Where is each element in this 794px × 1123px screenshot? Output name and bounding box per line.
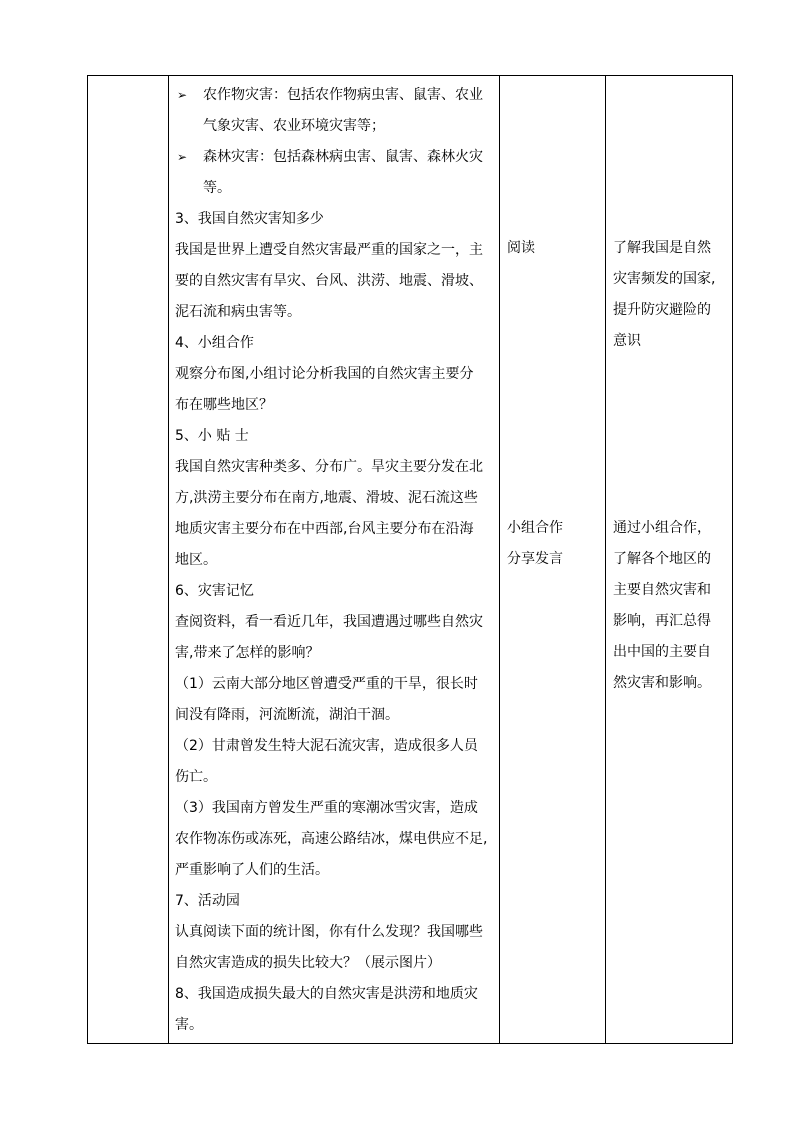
content-line: 农作物冻伤或冻死，高速公路结冰，煤电供应不足, <box>175 831 488 847</box>
intent-text: 出中国的主要自 <box>613 644 711 660</box>
activity-text: 阅读 <box>507 240 535 256</box>
section-heading: 6、灾害记忆 <box>175 583 254 599</box>
section-heading: 5、小 贴 士 <box>175 428 249 444</box>
content-line: 严重影响了人们的生活。 <box>175 862 329 878</box>
intent-text: 主要自然灾害和 <box>613 582 711 598</box>
content-line: 认真阅读下面的统计图，你有什么发现？我国哪些 <box>175 924 483 940</box>
intent-text: 了解各个地区的 <box>613 551 711 567</box>
content-line: 间没有降雨，河流断流，湖泊干涸。 <box>175 707 399 723</box>
bullet-item-forest-disaster <box>175 142 495 173</box>
content-line: 害。 <box>175 1017 203 1033</box>
intent-text: 然灾害和影响。 <box>613 675 711 691</box>
content-line: 泥石流和病虫害等。 <box>175 304 301 320</box>
content-line: （2）甘肃曾发生特大泥石流灾害，造成很多人员 <box>175 738 478 754</box>
bullet-continuation: 等。 <box>203 180 231 196</box>
intent-block-awareness <box>613 233 715 357</box>
intent-text: 影响，再汇总得 <box>613 613 711 629</box>
content-line: 地质灾害主要分布在中西部,台风主要分布在沿海 <box>175 521 474 537</box>
content-line: 布在哪些地区？ <box>175 397 273 413</box>
content-line: 我国是世界上遭受自然灾害最严重的国家之一，主 <box>175 242 483 258</box>
content-line: 方,洪涝主要分布在南方,地震、滑坡、泥石流这些 <box>175 490 478 506</box>
content-line: 地区。 <box>175 552 217 568</box>
activity-text: 小组合作 <box>507 520 563 536</box>
section-heading: 3、我国自然灾害知多少 <box>175 211 324 227</box>
content-line: （1）云南大部分地区曾遭受严重的干旱，很长时 <box>175 676 478 692</box>
activity-group <box>507 513 563 575</box>
content-line: 观察分布图,小组讨论分析我国的自然灾害主要分 <box>175 366 474 382</box>
content-line: 要的自然灾害有旱灾、台风、洪涝、地震、滑坡、 <box>175 273 483 289</box>
teaching-content-cell <box>169 76 500 1044</box>
section-heading: 4、小组合作 <box>175 335 254 351</box>
intent-text: 意识 <box>613 333 641 349</box>
content-line: 我国自然灾害种类多、分布广。旱灾主要分发在北 <box>175 459 483 475</box>
student-activity-cell <box>500 76 606 1044</box>
activity-text: 分享发言 <box>507 551 563 567</box>
intent-text: 提升防灾避险的 <box>613 302 711 318</box>
content-line: 伤亡。 <box>175 769 217 785</box>
design-intent-cell <box>606 76 733 1044</box>
stage-column-cell <box>88 76 169 1044</box>
arrow-bullet-icon: ➢ <box>177 150 188 164</box>
section-heading: 8、我国造成损失最大的自然灾害是洪涝和地质灾 <box>175 986 478 1002</box>
bullet-continuation: 气象灾害、农业环境灾害等； <box>203 118 385 134</box>
bullet-text: 森林灾害：包括森林病虫害、鼠害、森林火灾 <box>203 149 483 165</box>
intent-text: 了解我国是自然 <box>613 240 711 256</box>
content-line: 查阅资料，看一看近几年，我国遭遇过哪些自然灾 <box>175 614 483 630</box>
lesson-plan-table <box>87 75 733 1044</box>
bullet-text: 农作物灾害：包括农作物病虫害、鼠害、农业 <box>203 87 483 103</box>
section-heading: 7、活动园 <box>175 893 240 909</box>
content-line: 自然灾害造成的损失比较大？（展示图片） <box>175 955 441 971</box>
table-row <box>88 76 733 1044</box>
content-line: （3）我国南方曾发生严重的寒潮冰雪灾害，造成 <box>175 800 478 816</box>
intent-block-group <box>613 513 711 699</box>
arrow-bullet-icon: ➢ <box>177 88 188 102</box>
bullet-item-crop-disaster <box>175 80 495 111</box>
intent-text: 通过小组合作， <box>613 520 711 536</box>
content-line: 害,带来了怎样的影响？ <box>175 645 320 661</box>
activity-reading <box>507 233 535 264</box>
intent-text: 灾害频发的国家, <box>613 271 716 287</box>
